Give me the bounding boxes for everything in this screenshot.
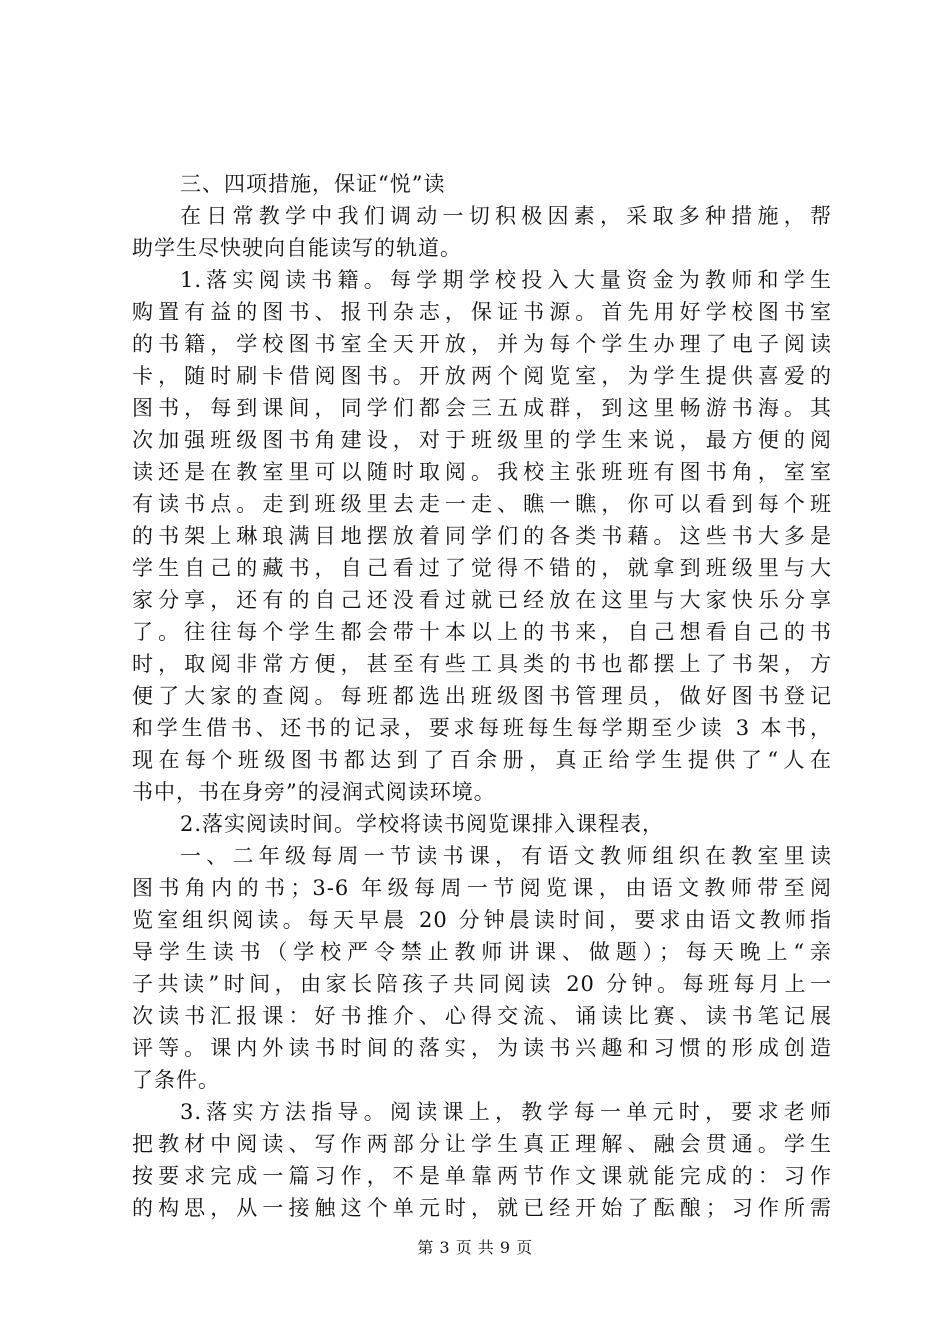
text-line: 2.落实阅读时间。学校将读书阅览课排入课程表， bbox=[180, 812, 665, 836]
document-body bbox=[132, 168, 832, 1224]
text-line: 一、二年级每周一节读书课，有语文教师组织在教室里读 bbox=[180, 844, 832, 868]
text-line: 览室组织阅读。每天早晨 20 分钟晨读时间，要求由语文教师指 bbox=[132, 908, 832, 932]
text-line: 次读书汇报课：好书推介、心得交流、诵读比赛、读书笔记展 bbox=[132, 1004, 832, 1028]
text-line: 购置有益的图书、报刊杂志，保证书源。首先用好学校图书室 bbox=[132, 300, 832, 324]
text-line: 在日常教学中我们调动一切积极因素，采取多种措施，帮 bbox=[180, 204, 832, 228]
text-line: 了条件。 bbox=[132, 1068, 220, 1092]
text-line: 了。往往每个学生都会带十本以上的书来，自己想看自己的书 bbox=[132, 620, 832, 644]
text-line: 把教材中阅读、写作两部分让学生真正理解、融会贯通。学生 bbox=[132, 1132, 832, 1156]
text-line: 图书，每到课间，同学们都会三五成群，到这里畅游书海。其 bbox=[132, 396, 832, 420]
text-line: 3.落实方法指导。阅读课上，教学每一单元时，要求老师 bbox=[180, 1100, 832, 1124]
text-line: 时，取阅非常方便，甚至有些工具类的书也都摆上了书架，方 bbox=[132, 652, 832, 676]
text-line: 三、四项措施，保证“悦”读 bbox=[180, 172, 446, 196]
text-line: 子共读”时间，由家长陪孩子共同阅读 20 分钟。每班每月上一 bbox=[132, 972, 832, 996]
text-line: 评等。课内外读书时间的落实，为读书兴趣和习惯的形成创造 bbox=[132, 1036, 832, 1060]
text-line: 图书角内的书；3-6 年级每周一节阅览课，由语文教师带至阅 bbox=[132, 876, 832, 900]
text-line: 有读书点。走到班级里去走一走、瞧一瞧，你可以看到每个班 bbox=[132, 492, 832, 516]
text-line: 导学生读书（学校严令禁止教师讲课、做题）；每天晚上“亲 bbox=[132, 940, 832, 964]
text-line: 读还是在教室里可以随时取阅。我校主张班班有图书角，室室 bbox=[132, 460, 832, 484]
text-line: 的书架上琳琅满目地摆放着同学们的各类书藉。这些书大多是 bbox=[132, 524, 832, 548]
text-line: 次加强班级图书角建设，对于班级里的学生来说，最方便的阅 bbox=[132, 428, 832, 452]
text-line: 的构思，从一接触这个单元时，就已经开始了酝酿；习作所需 bbox=[132, 1196, 832, 1220]
text-line: 按要求完成一篇习作，不是单靠两节作文课就能完成的：习作 bbox=[132, 1164, 832, 1188]
text-line: 家分享，还有的自己还没看过就已经放在这里与大家快乐分享 bbox=[132, 588, 832, 612]
text-line: 和学生借书、还书的记录，要求每班每生每学期至少读 3 本书， bbox=[132, 716, 832, 740]
text-line: 1.落实阅读书籍。每学期学校投入大量资金为教师和学生 bbox=[180, 268, 832, 292]
text-line: 卡，随时刷卡借阅图书。开放两个阅览室，为学生提供喜爱的 bbox=[132, 364, 832, 388]
text-line: 学生自己的藏书，自己看过了觉得不错的，就拿到班级里与大 bbox=[132, 556, 832, 580]
text-line: 的书籍，学校图书室全天开放，并为每个学生办理了电子阅读 bbox=[132, 332, 832, 356]
text-line: 书中，书在身旁”的浸润式阅读环境。 bbox=[132, 780, 496, 804]
text-line: 便了大家的查阅。每班都选出班级图书管理员，做好图书登记 bbox=[132, 684, 832, 708]
page-footer: 第 3 页 共 9 页 bbox=[417, 1238, 533, 1257]
text-line: 助学生尽快驶向自能读写的轨道。 bbox=[132, 236, 462, 260]
text-line: 现在每个班级图书都达到了百余册，真正给学生提供了“人在 bbox=[132, 748, 832, 772]
